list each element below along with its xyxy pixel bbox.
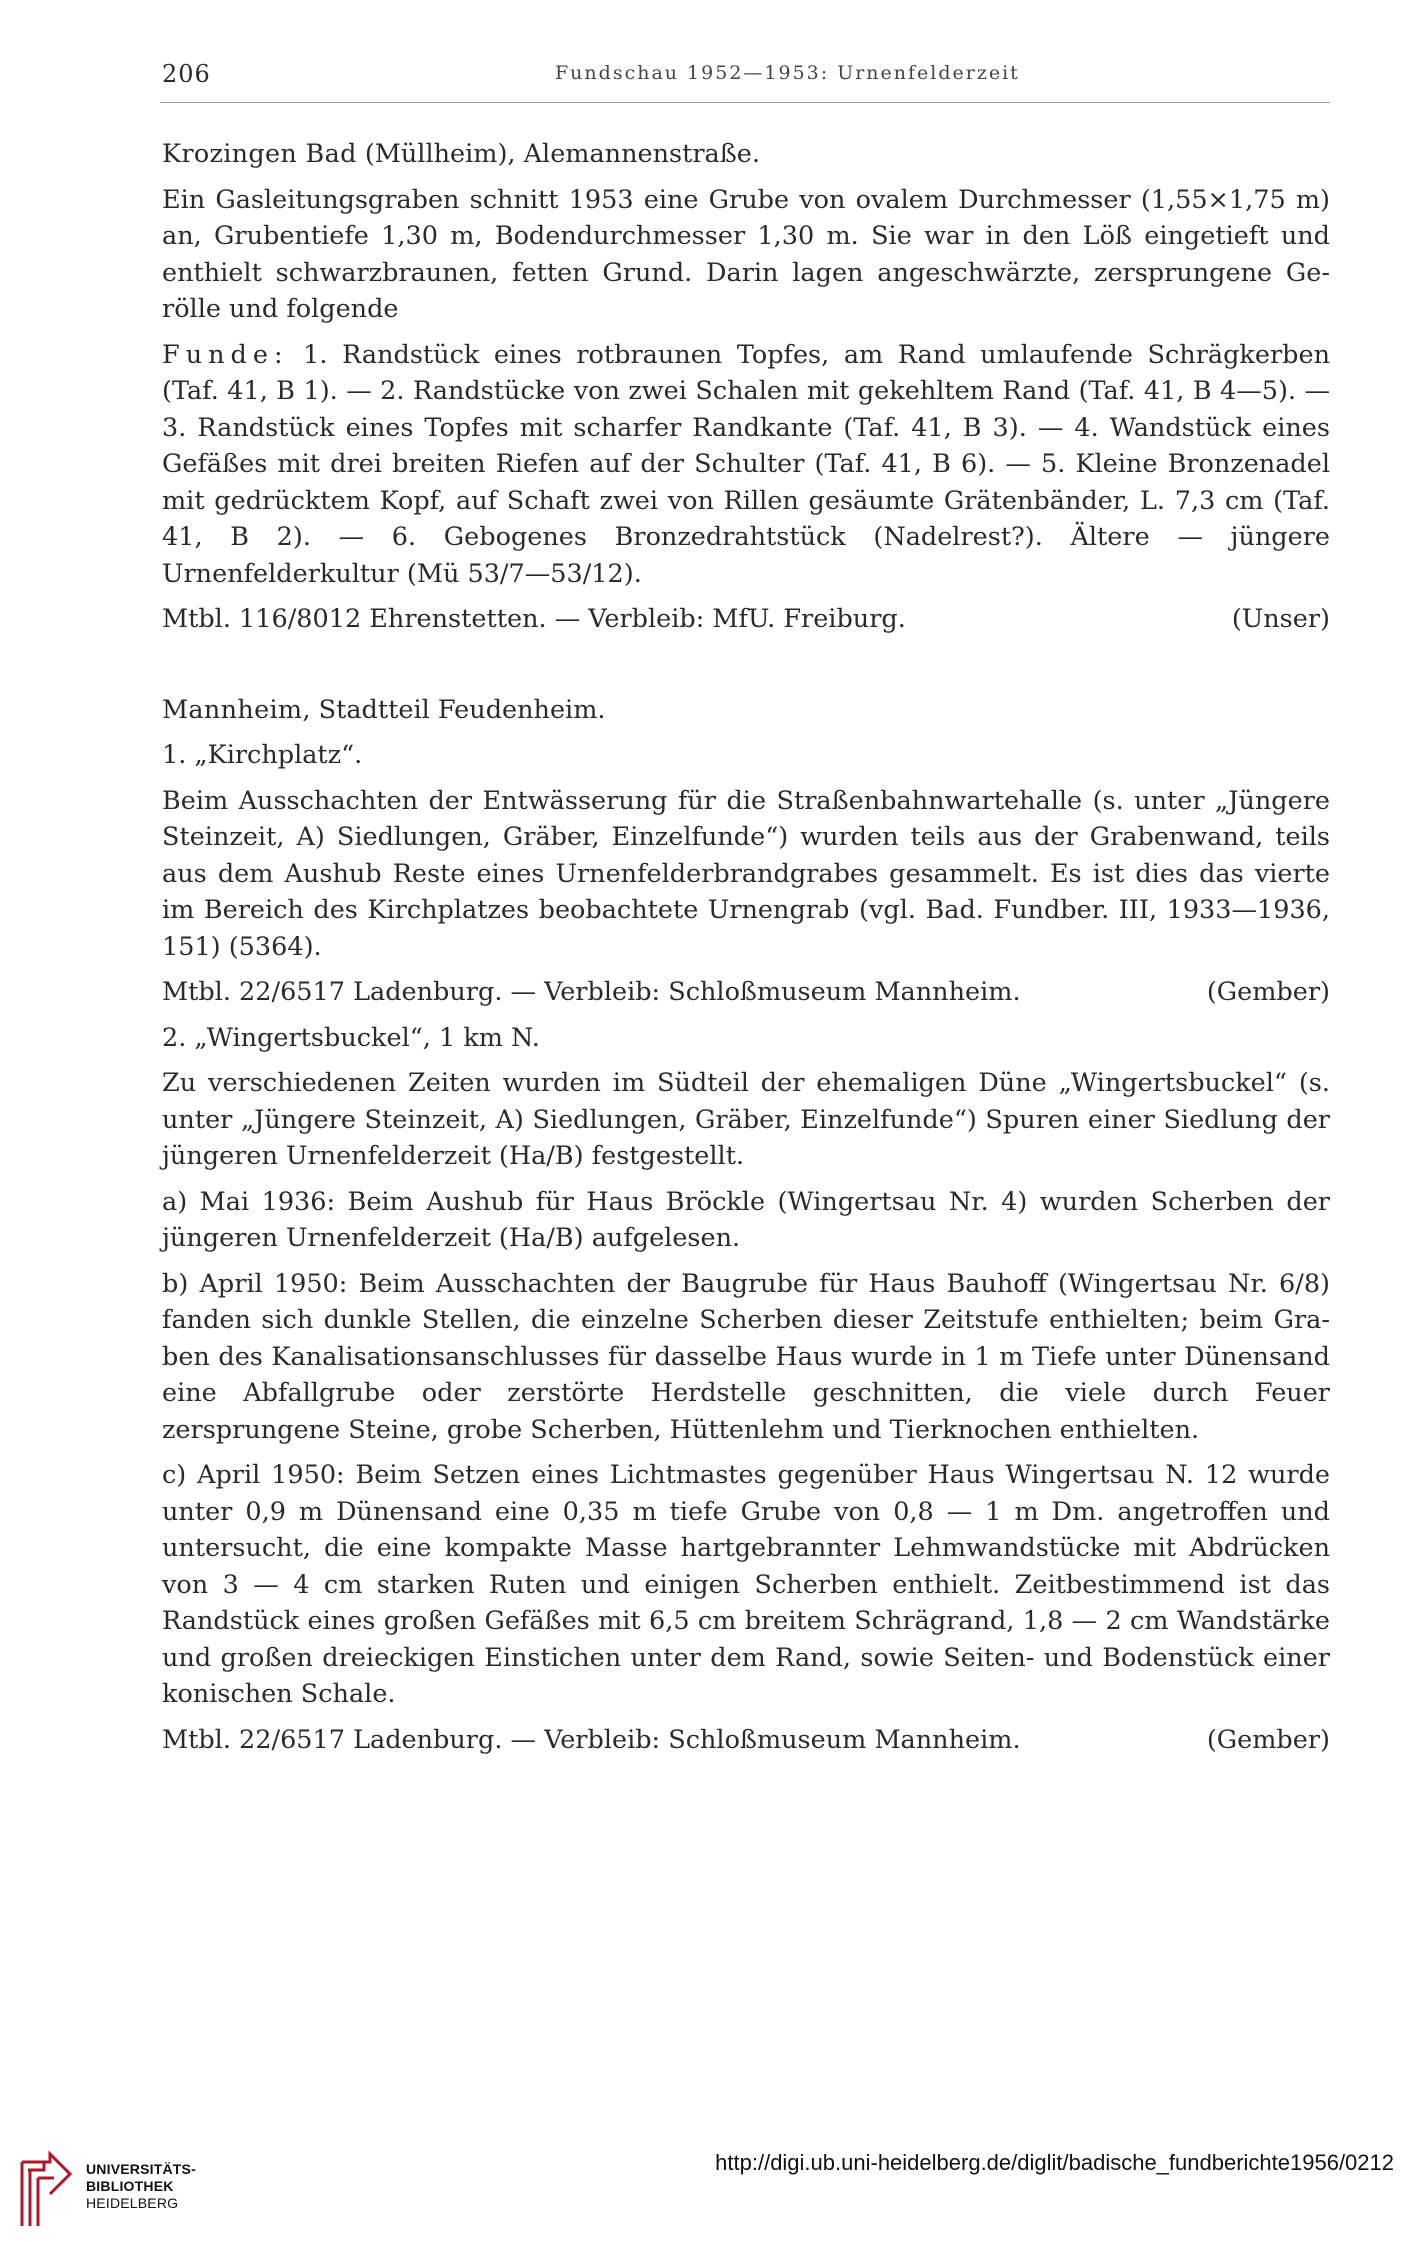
site-name: Mannheim	[162, 694, 303, 725]
header-rule	[160, 102, 1330, 103]
funde-paragraph	[162, 337, 1330, 593]
map-sheet-text: Mtbl. 22/6517 Ladenburg. — Verbleib: Schloßmuseum Mannheim.	[162, 1724, 1021, 1755]
paragraph: c) April 1950: Beim Setzen eines Lichtmastes gegenüber Haus Wingertsau N. 12 wurde unter 0,9 m Dünensand eine 0,35 m tiefe Grube von 0,8 — 1 m Dm. angetroffen und untersucht, die eine kompakte Masse hartgebrannter Lehmwandstücke mit Abdrücken von 3 — 4 cm starken Ruten und einigen Scherben enthielt. Zeitbestimmend ist das Randstück eines großen Gefäßes mit 6,5 cm breitem Schrägrand, 1,8 — 2 cm Wandstärke und großen dreieckigen Einstichen unter dem Rand, sowie Seiten- und Bodenstück einer konischen Schale.	[162, 1460, 1330, 1709]
map-sheet-text: Mtbl. 22/6517 Ladenburg. — Verbleib: Schloßmuseum Mannheim.	[162, 977, 1021, 1007]
map-sheet-line	[162, 601, 1330, 638]
author: (Unser)	[1231, 604, 1330, 634]
library-line: BIBLIOTHEK	[86, 2178, 174, 2194]
subsection-title: 2. „Wingertsbuckel“, 1 km N.	[162, 1022, 540, 1053]
subsection-title: 1. „Kirchplatz“.	[162, 740, 363, 770]
page-content	[162, 136, 1330, 1758]
source-url[interactable]: http://digi.ub.uni-heidelberg.de/diglit/badische_fundberichte1956/0212	[715, 2150, 1394, 2175]
section-heading-krozingen	[162, 136, 1330, 173]
page-number: 206	[162, 60, 211, 88]
site-name: Krozingen Bad	[162, 139, 357, 169]
paragraph: a) Mai 1936: Beim Aushub für Haus Bröckle (Wingertsau Nr. 4) wurden Scherben der jüngeren Urnenfelderzeit (Ha/B) aufgelesen.	[162, 1186, 1330, 1253]
paragraph: Zu verschiedenen Zeiten wurden im Südteil der ehemaligen Düne „Wingertsbuckel“ (s. unter „Jüngere Steinzeit, A) Siedlungen, Gräber, Einzelfunde“) Spuren einer Siedlung der jüngeren Urnenfelderzeit (Ha/B) festgestellt.	[162, 1068, 1330, 1171]
section-heading-mannheim	[162, 692, 1330, 729]
library-name	[86, 2161, 196, 2212]
paragraph: Ein Gasleitungsgraben schnitt 1953 eine Grube von ovalem Durchmesser (1,55×1,75 m) an, Grubentiefe 1,30 m, Bodendurchmesser 1,30 m. Sie war in den Löß eingetieft und enthielt schwarzbraunen, fetten Grund. Darin lagen angeschwärzte, zersprungene Gerölle und folgende	[162, 184, 1330, 324]
library-line: UNIVERSITÄTS-	[86, 2161, 196, 2177]
author: (Gember)	[1206, 1724, 1330, 1755]
site-location: , Stadtteil Feudenheim.	[302, 694, 606, 725]
author: (Gember)	[1206, 977, 1330, 1007]
library-line: HEIDELBERG	[86, 2195, 179, 2211]
funde-text: 1. Randstück eines rotbraunen Topfes, am Rand umlaufende Schrägkerben (Taf. 41, B 1). — 2. Randstücke von zwei Schalen mit gekehltem Rand (Taf. 41, B 4—5). — 3. Randstück eines Topfes mit scharfer Randkante (Taf. 41, B 3). — 4. Wandstück eines Gefäßes mit drei breiten Riefen auf der Schulter (Taf. 41, B 6). — 5. Kleine Bronzenadel mit gedrücktem Kopf, auf Schaft zwei von Rillen gesäumte Grätenbänder, L. 7,3 cm (Taf. 41, B 2). — 6. Gebogenes Bronzedrahtstück (Nadelrest?). Ältere — jüngere Urnenfelderkultur (Mü 53/7—53/12).	[162, 339, 1330, 589]
footer	[0, 2140, 1414, 2242]
running-title: Fundschau 1952—1953: Urnenfelderzeit	[555, 62, 1020, 84]
site-location: (Müllheim), Alemannenstraße.	[356, 139, 760, 169]
map-sheet-line	[162, 974, 1330, 1011]
paragraph: b) April 1950: Beim Ausschachten der Baugrube für Haus Bauhoff (Wingertsau Nr. 6/8) fanden sich dunkle Stellen, die einzelne Scherben dieser Zeitstufe enthielten; beim Graben des Kanalisationsanschlusses für dasselbe Haus wurde in 1 m Tiefe unter Dünensand eine Abfallgrube oder zerstörte Herdstelle geschnitten, die viele durch Feuer zersprungene Steine, grobe Scherben, Hüttenlehm und Tierknochen enthielten.	[162, 1268, 1330, 1445]
funde-label: Funde:	[162, 339, 289, 370]
paragraph: Beim Ausschachten der Entwässerung für die Straßenbahnwartehalle (s. unter „Jüngere Steinzeit, A) Siedlungen, Gräber, Einzelfunde“) wurden teils aus der Grabenwand, teils aus dem Aushub Reste eines Urnenfelderbrandgrabes gesammelt. Es ist dies das vierte im Bereich des Kirchplatzes beobachtete Urnengrab (vgl. Bad. Fundber. III, 1933—1936, 151) (5364).	[162, 785, 1330, 962]
library-logo-icon	[14, 2150, 76, 2230]
map-sheet-text: Mtbl. 116/8012 Ehrenstetten. — Verbleib: MfU. Freiburg.	[162, 604, 906, 634]
map-sheet-line	[162, 1722, 1330, 1759]
